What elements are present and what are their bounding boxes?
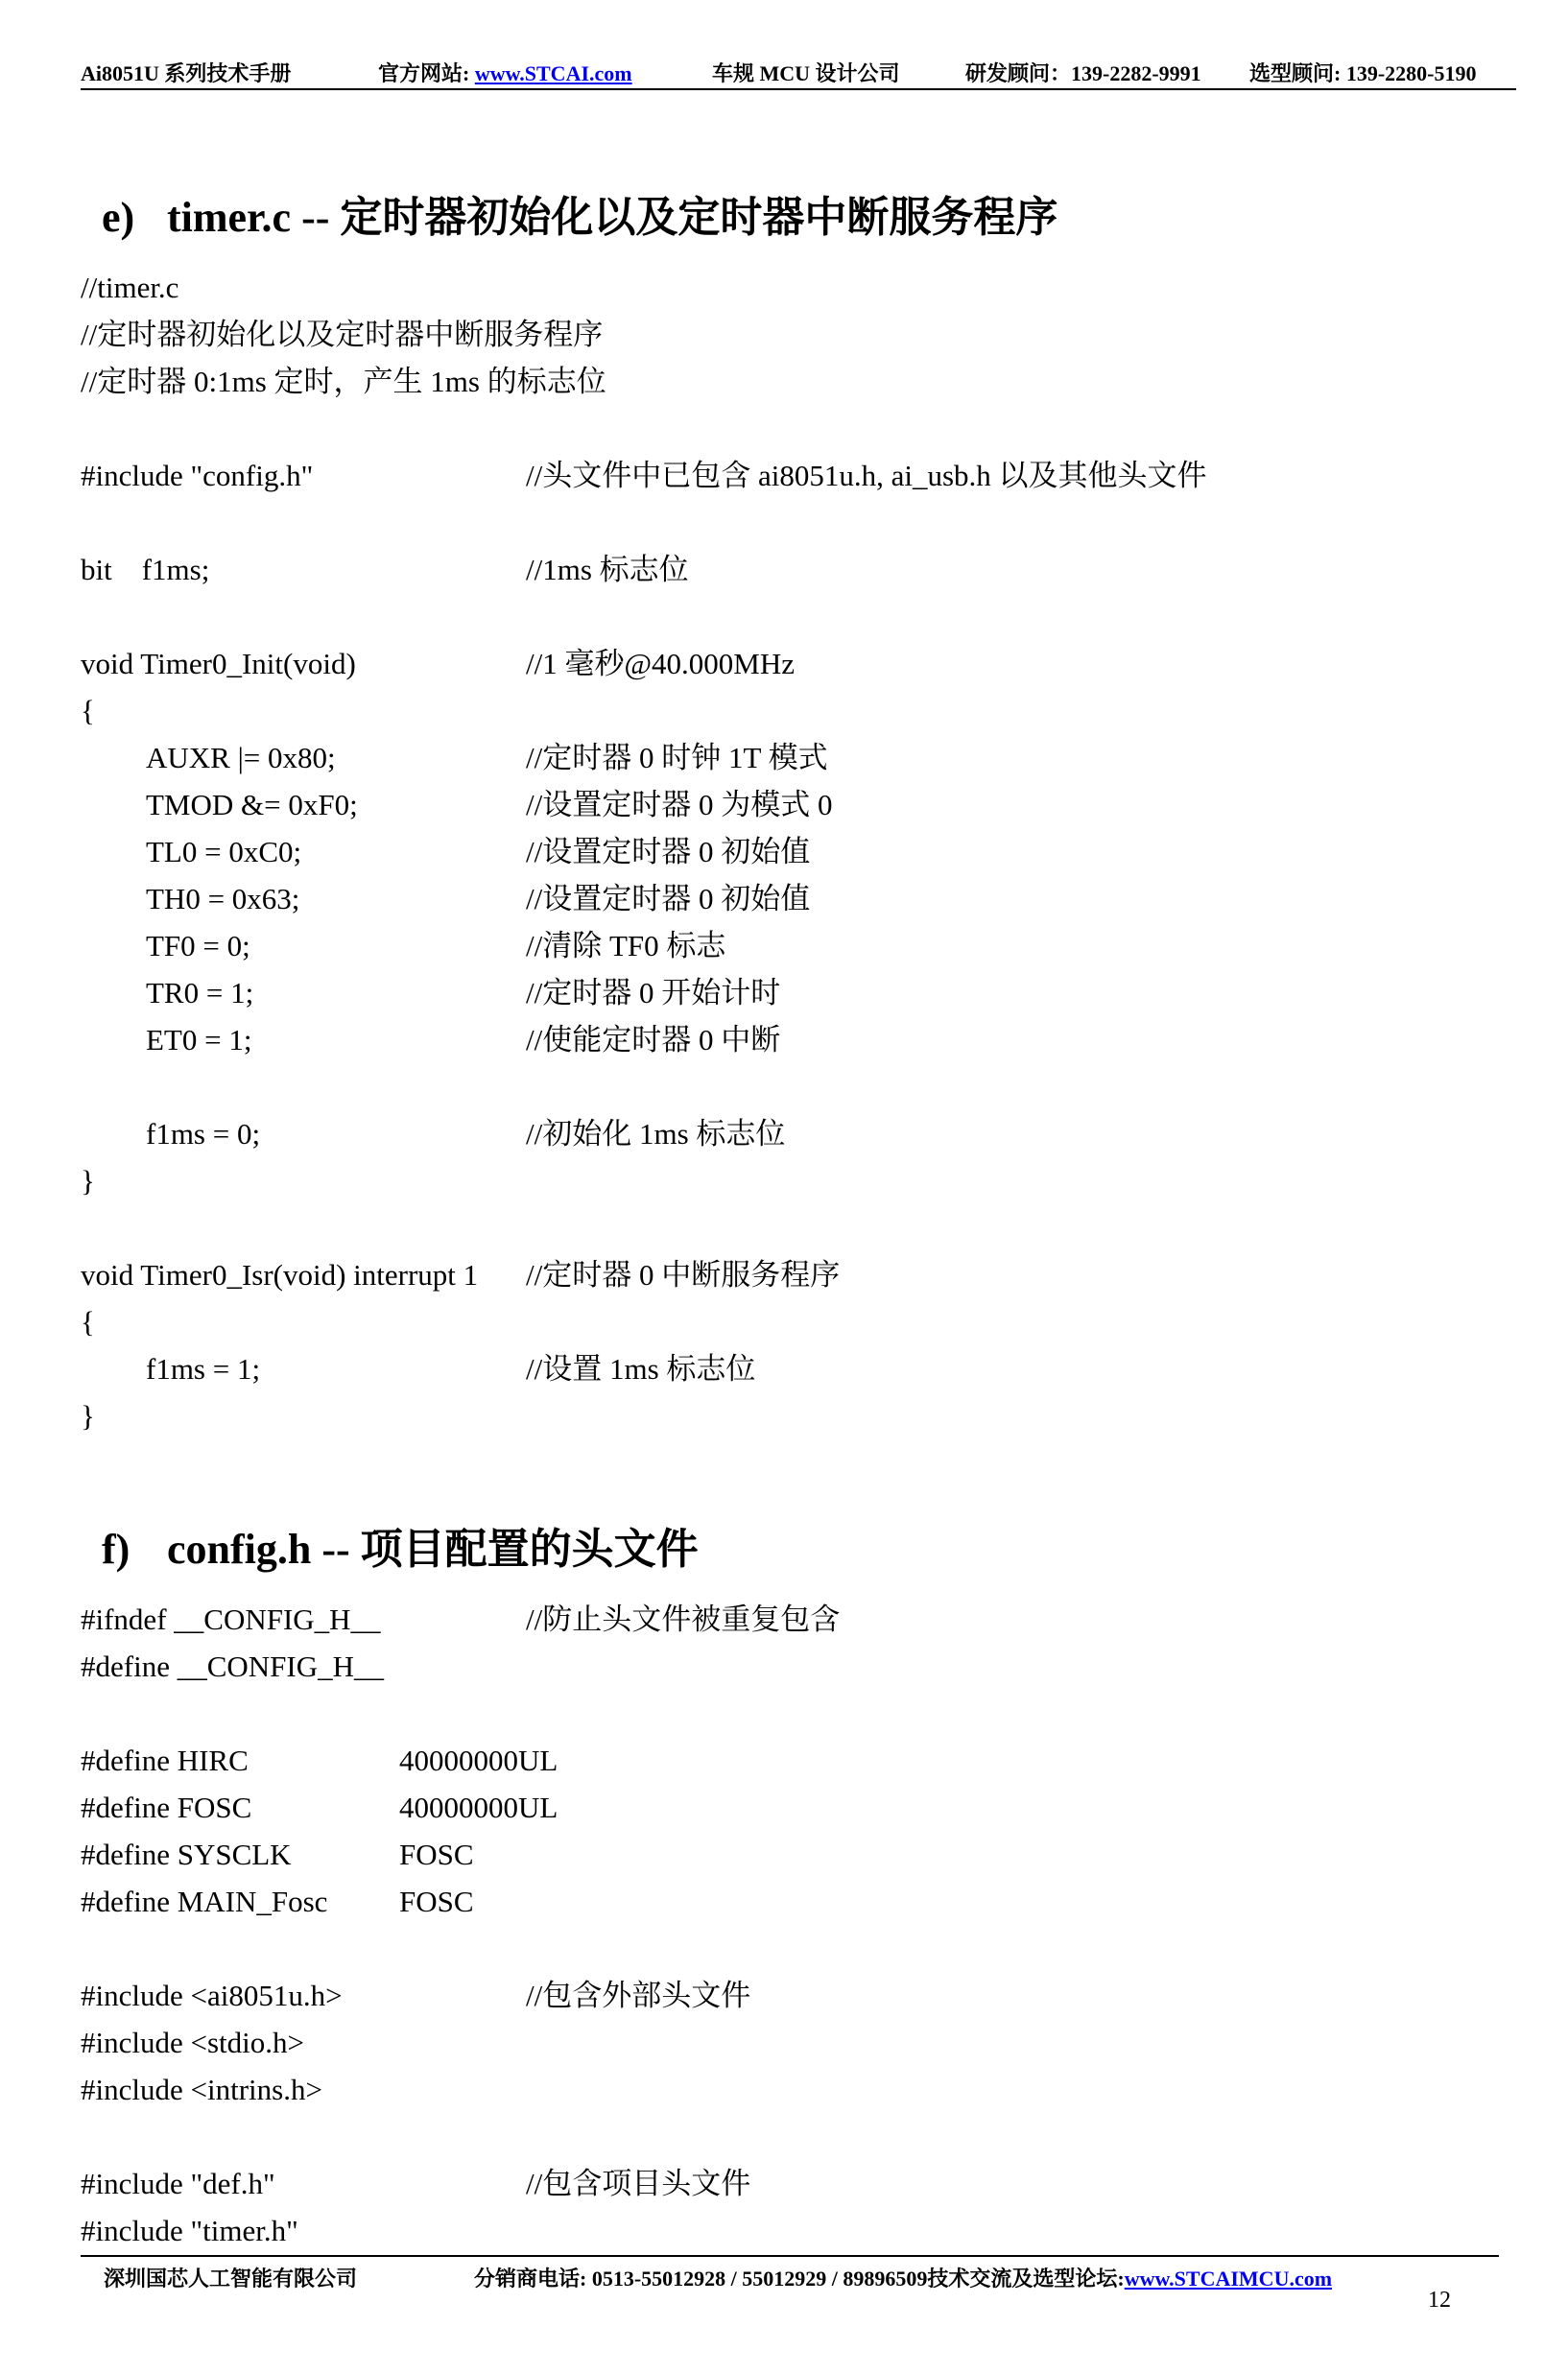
code-line: TF0 = 0; [146, 929, 250, 962]
forum-link[interactable]: www.STCAIMCU.com [1124, 2267, 1333, 2291]
code-line: { [81, 694, 95, 727]
code-line: #ifndef __CONFIG_H__ [81, 1602, 381, 1636]
code-comment: //初始化 1ms 标志位 [526, 1117, 786, 1151]
code-line: TL0 = 0xC0; [146, 835, 302, 868]
page-header [81, 50, 1516, 90]
section-heading-timer-c [102, 182, 1057, 244]
define-value: FOSC [399, 1838, 474, 1871]
code-line: #include <stdio.h> [81, 2026, 304, 2059]
code-comment: //包含项目头文件 [526, 2167, 751, 2200]
code-line: #define __CONFIG_H__ [81, 1650, 384, 1683]
code-comment: //头文件中已包含 ai8051u.h, ai_usb.h 以及其他头文件 [526, 459, 1207, 492]
section-title: config.h -- 项目配置的头文件 [167, 1526, 699, 1573]
section-title: timer.c -- 定时器初始化以及定时器中断服务程序 [167, 194, 1058, 241]
selection-consultant: 选型顾问: 139-2280-5190 [1249, 61, 1477, 85]
code-line: ET0 = 1; [146, 1023, 252, 1056]
code-comment: //定时器 0 中断服务程序 [526, 1258, 841, 1292]
code-line: #define FOSC [81, 1791, 252, 1824]
code-comment: //使能定时器 0 中断 [526, 1023, 781, 1056]
code-line: #define HIRC [81, 1744, 249, 1777]
section-label: e) [102, 194, 135, 241]
code-line: TH0 = 0x63; [146, 882, 300, 915]
code-line: #define SYSCLK [81, 1838, 292, 1871]
website-link[interactable]: www.STCAI.com [474, 61, 632, 85]
code-line: void Timer0_Init(void) [81, 647, 356, 680]
code-comment: //定时器 0 开始计时 [526, 976, 781, 1009]
code-line: //timer.c [81, 271, 179, 304]
code-comment: //设置定时器 0 初始值 [526, 835, 811, 868]
define-value: 40000000UL [399, 1791, 558, 1824]
code-comment: //设置 1ms 标志位 [526, 1352, 756, 1386]
code-line: #define MAIN_Fosc [81, 1885, 328, 1918]
code-line: } [81, 1399, 95, 1433]
code-line: bit f1ms; [81, 553, 210, 586]
define-value: FOSC [399, 1885, 474, 1918]
code-line: #include <intrins.h> [81, 2073, 322, 2106]
code-comment: //包含外部头文件 [526, 1979, 751, 2012]
rnd-consultant: 研发顾问：139-2282-9991 [965, 61, 1201, 85]
code-line: TMOD &= 0xF0; [146, 788, 358, 821]
code-comment: //设置定时器 0 初始值 [526, 882, 811, 915]
section-label: f) [102, 1526, 131, 1573]
section-heading-config-h [102, 1514, 699, 1576]
code-line: f1ms = 0; [146, 1117, 261, 1151]
website-label: 官方网站: [378, 61, 475, 85]
code-comment: //1ms 标志位 [526, 553, 689, 586]
footer-contact-text: 分销商电话: 0513-55012928 / 55012929 / 89896509技术交流及选型论坛: [474, 2267, 1125, 2291]
code-comment: //定时器 0 时钟 1T 模式 [526, 741, 828, 774]
code-line: //定时器初始化以及定时器中断服务程序 [81, 318, 604, 351]
footer-rule [81, 2255, 1499, 2257]
code-line: } [81, 1164, 95, 1198]
code-line: #include <ai8051u.h> [81, 1979, 343, 2012]
code-comment: //清除 TF0 标志 [526, 929, 726, 962]
code-line: TR0 = 1; [146, 976, 254, 1009]
code-line: { [81, 1305, 95, 1339]
footer-contact [474, 2263, 1332, 2292]
website [378, 58, 632, 87]
define-value: 40000000UL [399, 1744, 558, 1777]
code-comment: //设置定时器 0 为模式 0 [526, 788, 833, 821]
code-line: #include "config.h" [81, 459, 314, 492]
code-line: #include "def.h" [81, 2167, 275, 2200]
page-number: 12 [1428, 2288, 1451, 2313]
code-line: void Timer0_Isr(void) interrupt 1 [81, 1258, 479, 1292]
manual-title: Ai8051U 系列技术手册 [81, 61, 292, 85]
design-company: 车规 MCU 设计公司 [712, 61, 900, 85]
footer-company: 深圳国芯人工智能有限公司 [104, 2267, 358, 2291]
code-line: f1ms = 1; [146, 1352, 261, 1386]
code-line: //定时器 0:1ms 定时，产生 1ms 的标志位 [81, 365, 606, 398]
code-comment: //防止头文件被重复包含 [526, 1602, 841, 1636]
code-line: #include "timer.h" [81, 2214, 298, 2247]
code-line: AUXR |= 0x80; [146, 741, 336, 774]
code-comment: //1 毫秒@40.000MHz [526, 647, 795, 680]
